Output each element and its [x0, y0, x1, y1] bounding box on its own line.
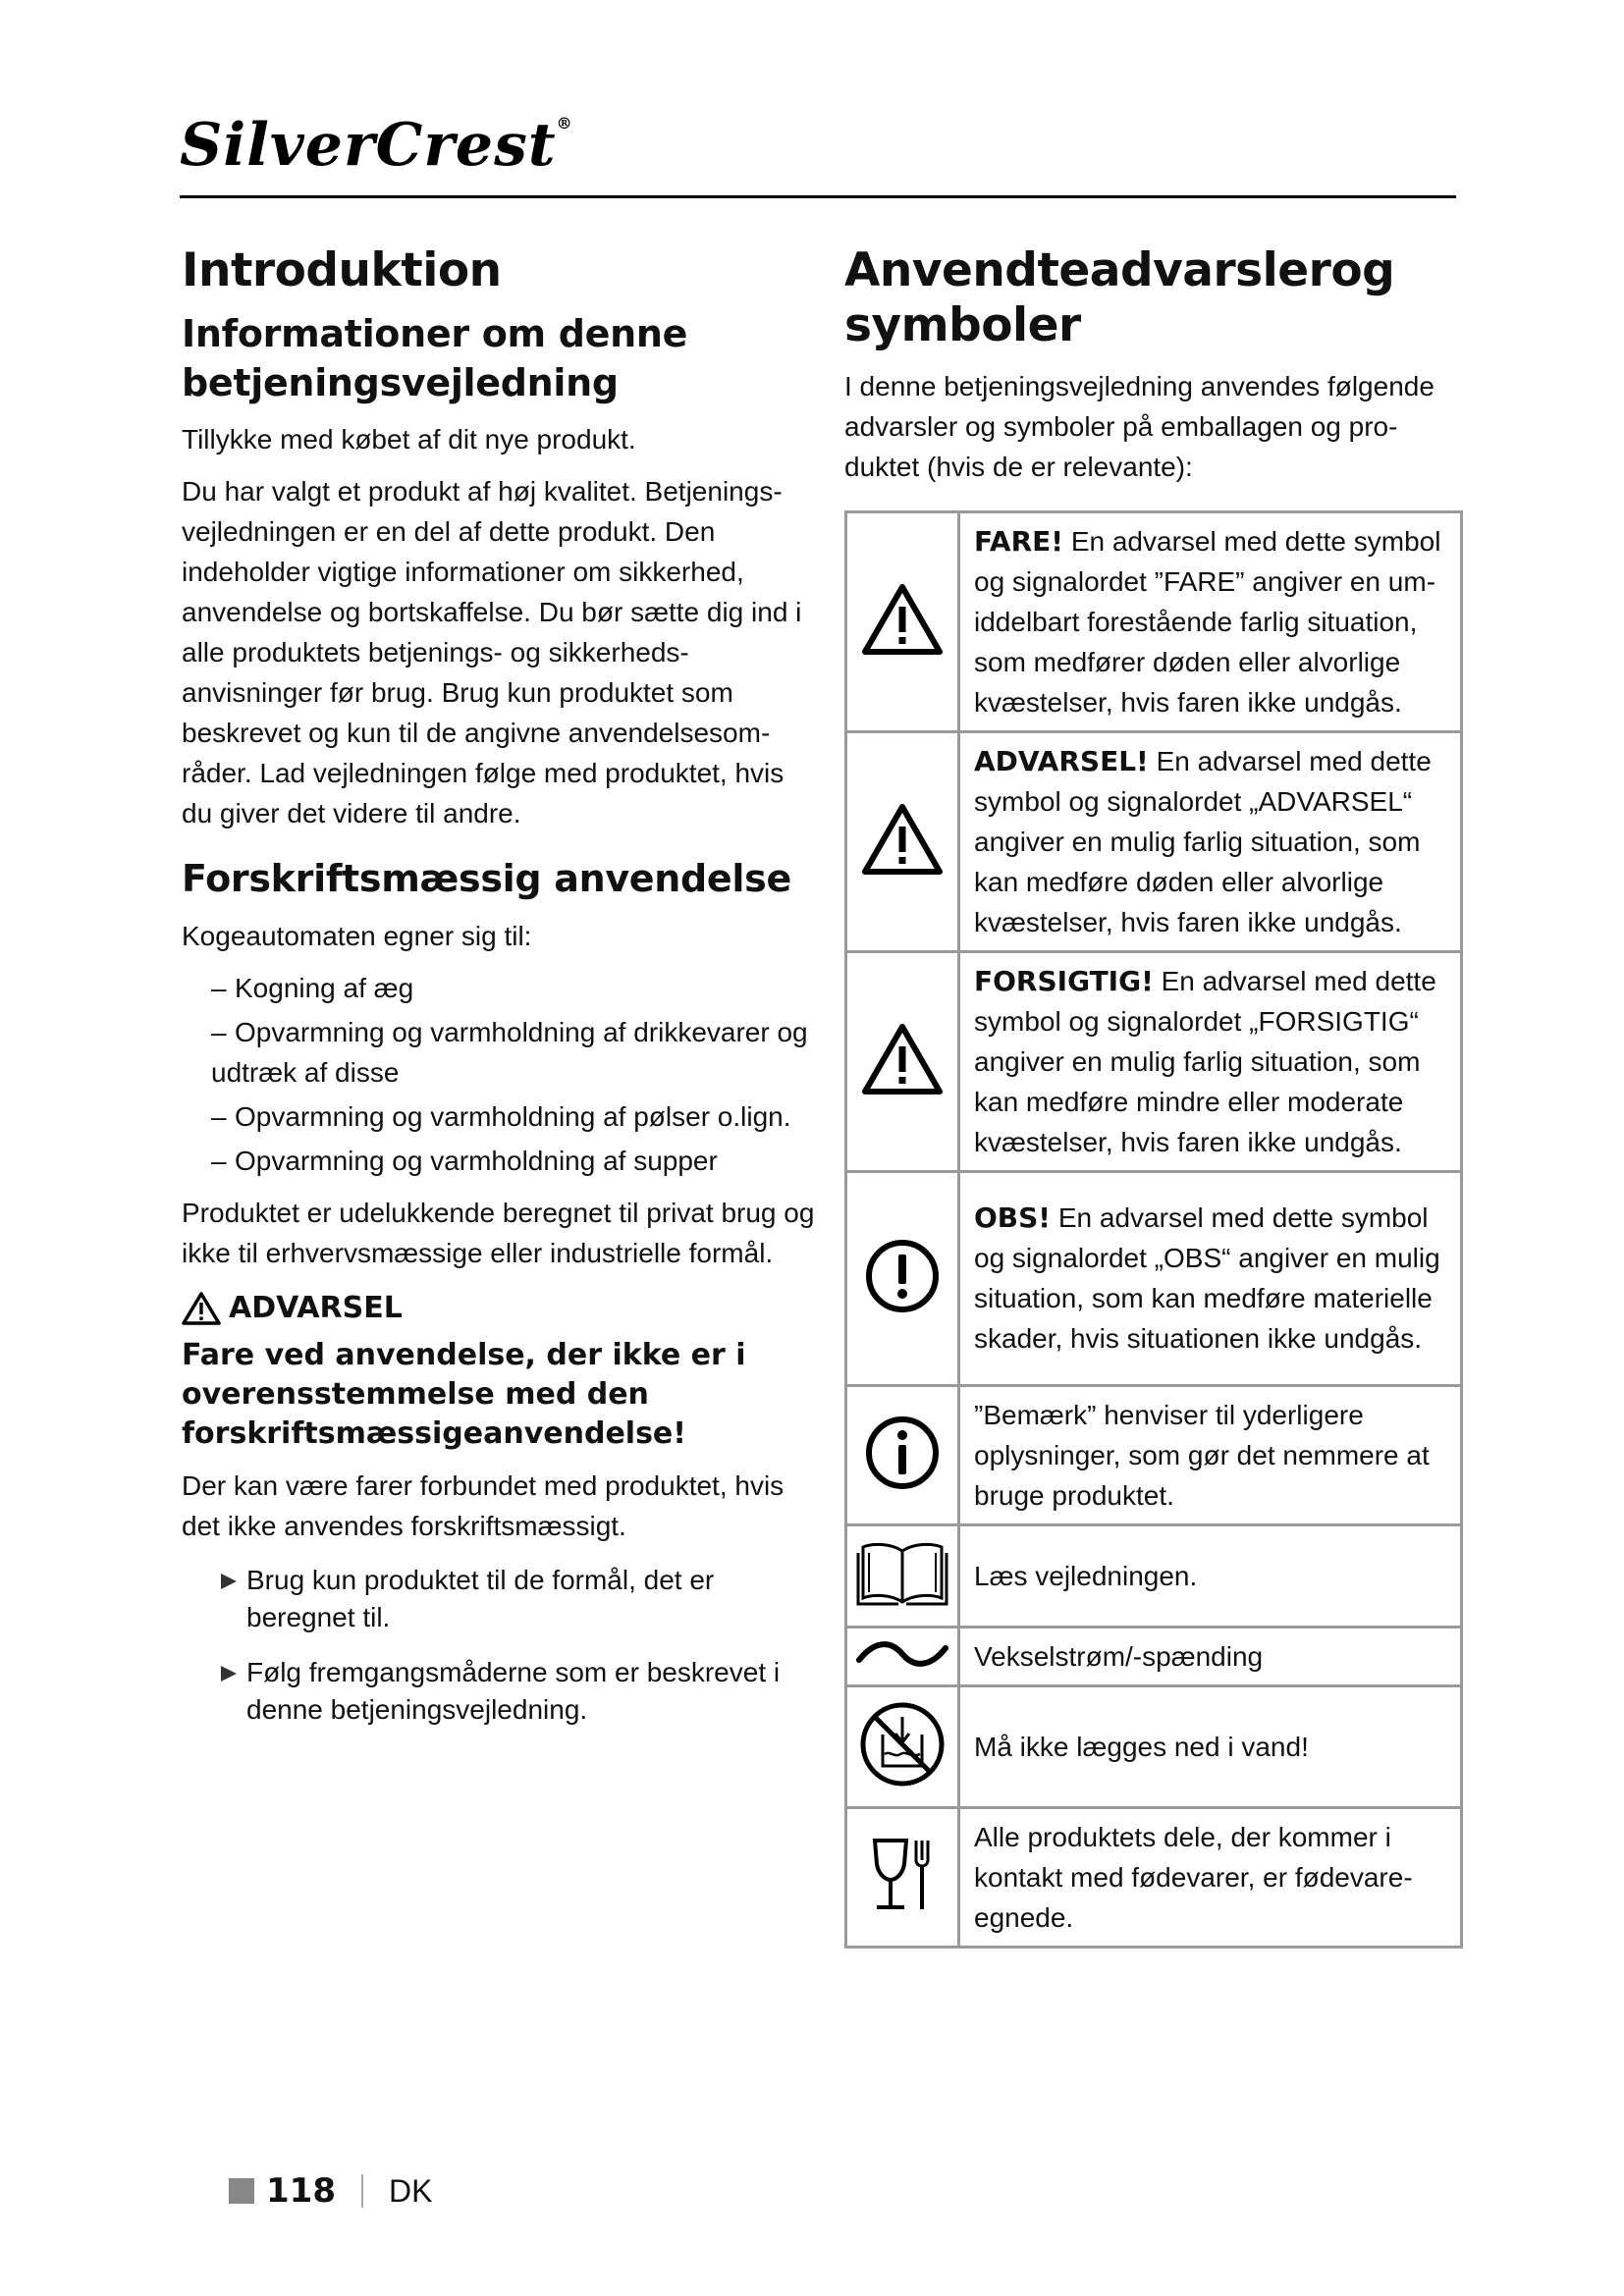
- warning-title: [182, 1291, 820, 1326]
- paragraph-quality: Du har valgt et produkt af høj kvalitet. Betjeningsvejledningen er en del af dette produkt. Den indeholder vigtige informationer om sikkerhed, anvendelse og bortskaffelse. Du bør sætte dig ind i alle produktets betjenings- og sikkerhedsanvisninger før brug. Brug kun produktet som beskrevet og kun til de angivne anvendelsesområder. Lad vejledningen følge med produktet, hvis du giver det videre til andre.: [182, 476, 802, 829]
- bullet-arrow-icon: [221, 1666, 237, 1682]
- table-row: FARE! En advarsel med dette symbol og signalordet ”FARE” angiver en umiddelbart forestående farlig situation, som medfører døden eller alvorlige kvæstelser, hvis faren ikke undgås.: [846, 511, 1462, 731]
- silvercrest-logo: [180, 111, 1456, 180]
- table-row: ADVARSEL! En advarsel med dette symbol og signalordet „ADVARSEL“ angiver en mulig farlig situation, som kan medføre døden eller alvorlige kvæstelser, hvis faren ikke undgås.: [846, 731, 1462, 951]
- page-footer: [229, 2171, 432, 2211]
- left-column: [182, 243, 820, 1746]
- list-item: – Opvarmning og varmholdning af supper: [211, 1145, 718, 1176]
- warning-triangle-icon: [182, 1291, 221, 1326]
- symbols-table: [844, 510, 1463, 1949]
- use-intro: Kogeautomaten egner sig til:: [182, 920, 532, 951]
- footer-square-icon: [229, 2178, 254, 2204]
- table-row: OBS! En advarsel med dette symbol og signalordet „OBS“ angiver en mulig situation, som kan medføre materielle skader, hvis situationen ikke undgås.: [846, 1171, 1462, 1385]
- warning-triangle-icon: [861, 1022, 944, 1096]
- footer-divider: [361, 2174, 363, 2208]
- list-item: Brug kun produktet til de formål, det er beregnet til.: [221, 1562, 820, 1636]
- warning-triangle-icon: [861, 582, 944, 657]
- table-row: ”Bemærk” henviser til yderligere oplysninger, som gør det nemmere at bruge produktet.: [846, 1385, 1462, 1524]
- use-list: [182, 968, 820, 1181]
- bullet-arrow-icon: [221, 1574, 237, 1589]
- heading-info: Informationer om denne betjeningsvejledning: [182, 312, 688, 404]
- registered-mark: ®: [556, 114, 573, 133]
- info-circle-icon: [863, 1414, 942, 1492]
- no-water-immersion-icon: [857, 1699, 947, 1789]
- alternating-current-icon: [853, 1636, 951, 1672]
- section-title-introduktion: Introduktion: [182, 243, 502, 297]
- instruction-bullets: [221, 1562, 820, 1729]
- table-row: Må ikke lægges ned i vand!: [846, 1685, 1462, 1807]
- list-item: Følg fremgangsmåderne som er beskrevet i denne betjeningsvejledning.: [221, 1654, 820, 1729]
- page-number: 118: [266, 2171, 336, 2211]
- table-row: Alle produktets dele, der kommer i kontakt med fødevarer, er fødevareegnede.: [846, 1807, 1462, 1947]
- warning-text: Der kan være farer forbundet med produktet, hvis det ikke anvendes forskriftsmæssigt.: [182, 1469, 785, 1541]
- exclamation-circle-icon: [863, 1237, 942, 1315]
- page-header: [180, 111, 1456, 180]
- warning-heading: Fare ved anvendelse, der ikke er i overensstemmelse med den forskriftsmæssigeanvendelse!: [182, 1337, 746, 1451]
- heading-intended-use: Forskriftsmæssig anvendelse: [182, 857, 791, 901]
- use-note: Produktet er udelukkende beregnet til privat brug og ikke til erhvervsmæssige eller industrielle formål.: [182, 1197, 815, 1268]
- header-rule: [180, 195, 1456, 198]
- list-item: – Kogning af æg: [211, 972, 414, 1003]
- symbols-intro: I denne betjeningsvejledning anvendes følgende advarsler og symboler på emballagen og produktet (hvis de er relevante):: [844, 370, 1435, 482]
- food-safe-icon: [863, 1831, 942, 1919]
- warning-triangle-icon: [861, 802, 944, 877]
- warning-label: ADVARSEL: [229, 1291, 403, 1326]
- list-item: – Opvarmning og varmholdning af drikkevarer og udtræk af disse: [211, 1016, 808, 1088]
- list-item: – Opvarmning og varmholdning af pølser o.lign.: [211, 1100, 791, 1132]
- table-row: Vekselstrøm/-spænding: [846, 1627, 1462, 1685]
- open-book-icon: [855, 1539, 949, 1608]
- table-row: FORSIGTIG! En advarsel med dette symbol og signalordet „FORSIGTIG“ angiver en mulig farlig situation, som kan medføre mindre eller moderate kvæstelser, hvis faren ikke undgås.: [846, 951, 1462, 1171]
- section-title-symbols: Anvendteadvarslerog symboler: [844, 243, 1395, 353]
- right-column: [844, 243, 1463, 1949]
- table-row: Læs vejledningen.: [846, 1524, 1462, 1627]
- brand-name: SilverCrest: [180, 111, 557, 180]
- language-code: DK: [388, 2172, 433, 2209]
- paragraph-congrats: Tillykke med købet af dit nye produkt.: [182, 424, 636, 455]
